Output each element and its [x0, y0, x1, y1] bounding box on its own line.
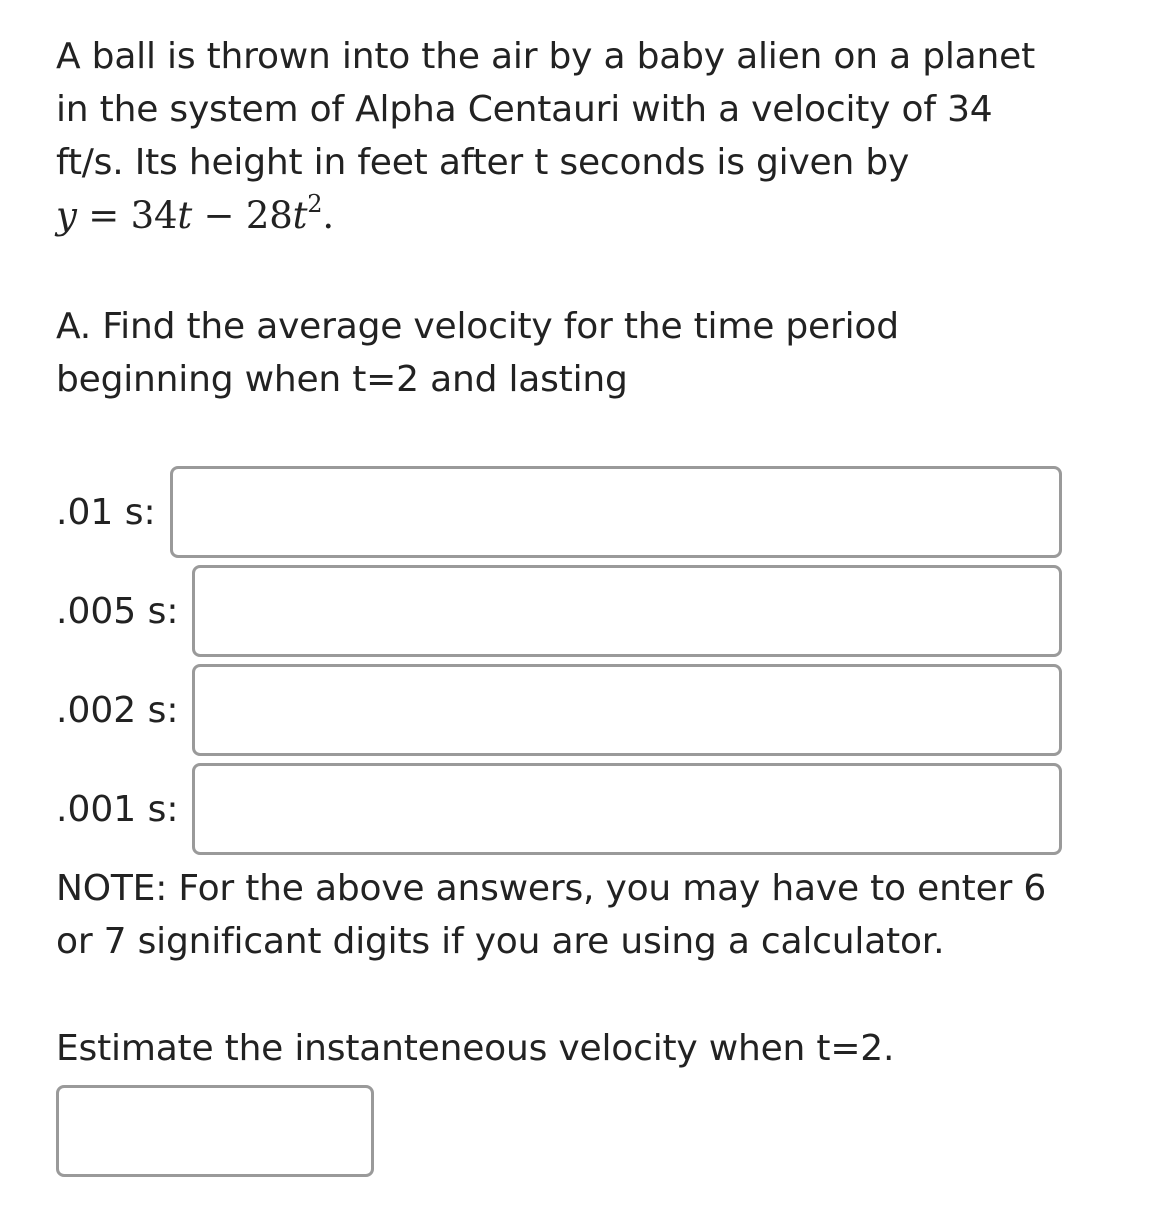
- answer-label: .01 s:: [56, 491, 156, 533]
- answer-label: .001 s:: [56, 788, 179, 830]
- problem-statement: [56, 30, 1116, 242]
- part-a-line: beginning when t=2 and lasting: [56, 359, 628, 400]
- problem-page: [56, 30, 1116, 1177]
- answer-row-005: [56, 565, 1116, 657]
- problem-line: in the system of Alpha Centauri with a velocity of 34: [56, 89, 993, 130]
- estimate-line: Estimate the instanteneous velocity when t=2.: [56, 1028, 895, 1069]
- answer-input-001[interactable]: [192, 763, 1062, 855]
- part-a-prompt: [56, 300, 1116, 406]
- equation-var-t: t: [177, 194, 192, 237]
- answer-label: .005 s:: [56, 590, 179, 632]
- estimate-prompt: [56, 1022, 1116, 1075]
- estimate-input[interactable]: [56, 1085, 374, 1177]
- answer-row-002: [56, 664, 1116, 756]
- problem-line: A ball is thrown into the air by a baby alien on a planet: [56, 36, 1036, 77]
- problem-line: ft/s. Its height in feet after t seconds is given by: [56, 142, 910, 183]
- answer-label: .002 s:: [56, 689, 179, 731]
- answer-input-002[interactable]: [192, 664, 1062, 756]
- note: [56, 862, 1116, 968]
- equation-var-t: t: [292, 194, 308, 237]
- equation-var-y: y: [56, 194, 77, 237]
- equation-part: = 34: [76, 194, 178, 237]
- equation-period: .: [322, 194, 334, 237]
- note-line: or 7 significant digits if you are using a calculator.: [56, 921, 945, 962]
- equation-part: − 28: [191, 194, 293, 237]
- part-a-line: A. Find the average velocity for the time period: [56, 306, 899, 347]
- equation-exponent: 2: [307, 190, 323, 218]
- answer-row-001: [56, 763, 1116, 855]
- answer-row-01: [56, 466, 1116, 558]
- answer-input-005[interactable]: [192, 565, 1062, 657]
- height-equation: [56, 189, 1116, 242]
- note-line: NOTE: For the above answers, you may have to enter 6: [56, 868, 1047, 909]
- answer-input-01[interactable]: [170, 466, 1062, 558]
